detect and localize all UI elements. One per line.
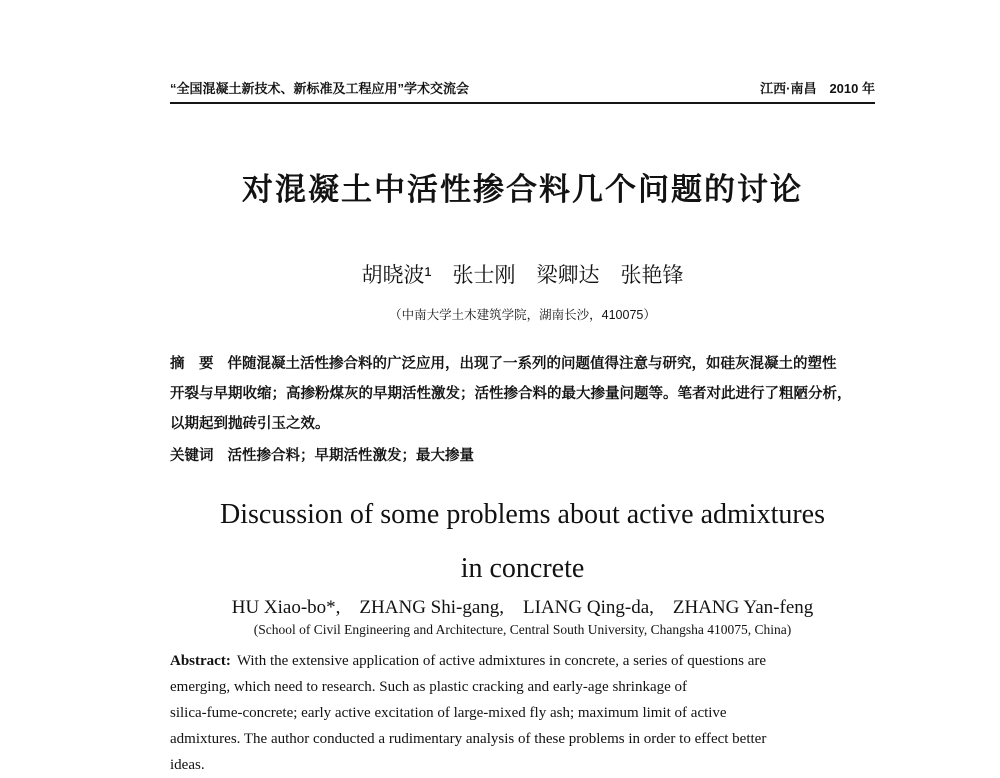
header-conference-title: “全国混凝土新技术、新标准及工程应用”学术交流会 [170, 81, 470, 96]
running-header [170, 78, 875, 104]
abstract-chinese-line-3: 以期起到抛砖引玉之效。 [170, 416, 330, 432]
authors-chinese: 胡晓波¹ 张士刚 梁卿达 张艳锋 [361, 264, 684, 287]
keywords-chinese-label: 关键词 [170, 448, 214, 464]
affiliation-english: (School of Civil Engineering and Architecture, Central South University, Changsha 410075, China) [253, 622, 792, 637]
authors-english: HU Xiao-bo*, ZHANG Shi-gang, LIANG Qing-da, ZHANG Yan-feng [231, 597, 814, 618]
abstract-english-line-5: ideas. [170, 757, 205, 773]
abstract-chinese-line-2: 开裂与早期收缩；高掺粉煤灰的早期活性激发；活性掺合料的最大掺量问题等。笔者对此进行了粗陋分析， [170, 386, 852, 402]
abstract-english [170, 648, 875, 778]
abstract-english-line-2: emerging, which need to research. Such as plastic cracking and early-age shrinkage of [170, 679, 688, 695]
abstract-english-line-1 [170, 648, 875, 674]
abstract-chinese-line-1 [170, 349, 875, 379]
page-content [170, 78, 875, 778]
header-venue-year: 江西·南昌 2010 年 [760, 81, 875, 96]
abstract-chinese-text-1: 伴随混凝土活性掺合料的广泛应用，出现了一系列的问题值得注意与研究，如硅灰混凝土的塑性 [227, 356, 837, 372]
abstract-english-line-3: silica-fume-concrete; early active excitation of large-mixed fly ash; maximum limit of active [170, 705, 727, 721]
paper-title-english-line-2: in concrete [460, 553, 585, 584]
abstract-english-text-1: With the extensive application of active admixtures in concrete, a series of questions are [236, 653, 767, 669]
paper-title-english-line-1: Discussion of some problems about active admixtures [220, 499, 825, 530]
keywords-chinese [170, 441, 875, 471]
abstract-english-label: Abstract: [170, 653, 231, 669]
abstract-chinese [170, 349, 875, 439]
keywords-chinese-text: 活性掺合料；早期活性激发；最大掺量 [227, 448, 474, 464]
paper-title-chinese: 对混凝土中活性掺合料几个问题的讨论 [242, 172, 803, 207]
affiliation-chinese: （中南大学土木建筑学院，湖南长沙，410075） [389, 308, 656, 322]
abstract-chinese-label: 摘 要 [170, 356, 214, 372]
abstract-english-line-4: admixtures. The author conducted a rudimentary analysis of these problems in order to effect better [170, 731, 767, 747]
